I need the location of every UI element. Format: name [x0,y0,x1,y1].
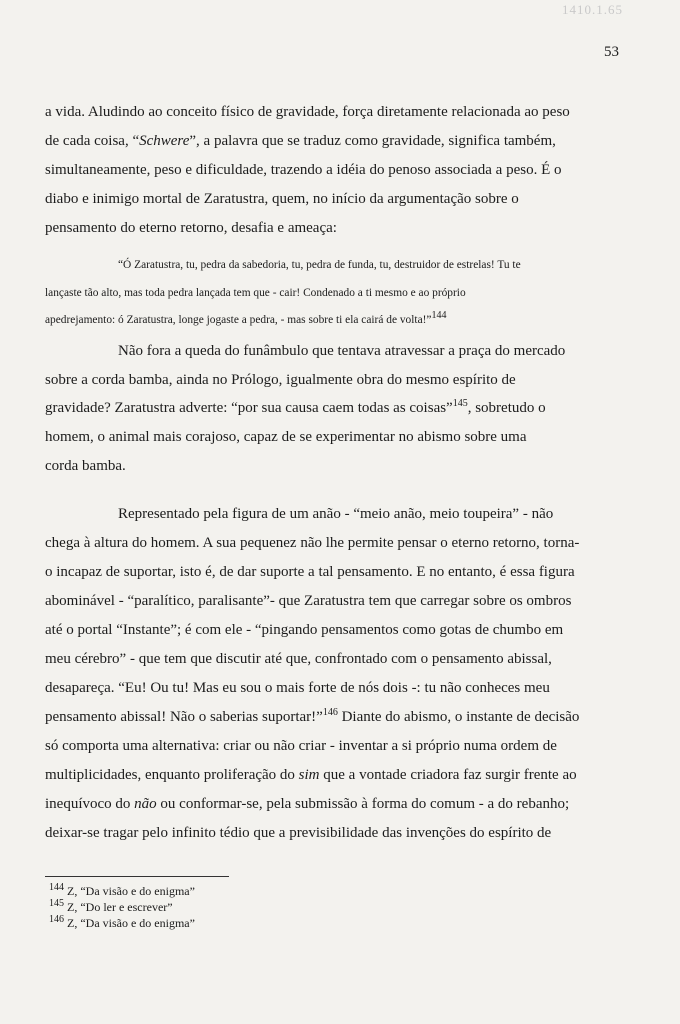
text-span: gravidade? Zaratustra adverte: “por sua causa caem todas as coisas” [45,400,453,416]
body-line: o incapaz de suportar, isto é, de dar suporte a tal pensamento. E no entanto, é essa figura [45,564,575,580]
text-span: apedrejamento: ó Zaratustra, longe jogaste a pedra, - mas sobre ti ela cairá de volta!” [45,314,432,326]
text-span: Diante do abismo, o instante de decisão [337,709,580,725]
quote-line: “Ó Zaratustra, tu, pedra da sabedoria, tu, pedra de funda, tu, destruidor de estrelas! Tu te [118,259,521,271]
text-span: pensamento abissal! Não o saberias suportar!” [45,709,323,725]
text-span: ou conformar-se, pela submissão à forma do comum - a do rebanho; [156,796,570,812]
body-line [45,709,579,726]
body-line: chega à altura do homem. A sua pequenez não lhe permite pensar o eterno retorno, torna- [45,535,580,551]
footnote-number: 146 [49,914,64,925]
text-span: de cada coisa, “ [45,133,140,149]
body-line: diabo e inimigo mortal de Zaratustra, quem, no início da argumentação sobre o [45,191,519,207]
body-line: deixar-se tragar pelo infinito tédio que a previsibilidade das invenções do espírito de [45,825,552,841]
footnote [49,884,195,899]
footnote-rule [45,876,229,877]
body-line: desapareça. “Eu! Ou tu! Mas eu sou o mais forte de nós dois -: tu não conheces meu [45,680,550,696]
footnote-text: Z, “Do ler e escrever” [67,900,173,914]
footnote [49,900,173,915]
footnote-number: 145 [49,898,64,909]
body-line: até o portal “Instante”; é com ele - “pingando pensamentos como gotas de chumbo em [45,622,564,638]
text-span: que a vontade criadora faz surgir frente ao [319,767,577,783]
body-line: homem, o animal mais corajoso, capaz de se experimentar no abismo sobre uma [45,429,527,445]
emphasis-schwere: Schwere [139,133,190,149]
body-line: abominável - “paralítico, paralisante”- que Zaratustra tem que carregar sobre os ombros [45,593,572,609]
body-line: Representado pela figura de um anão - “meio anão, meio toupeira” - não [118,506,554,522]
body-line [45,767,577,784]
footnote-ref: 144 [431,310,447,322]
body-line: meu cérebro” - que tem que discutir até que, confrontado com o pensamento abissal, [45,651,552,667]
body-line [45,400,546,417]
text-span: inequívoco do [45,796,135,812]
scan-mark: 1410.1.65 [562,2,623,17]
quote-line: lançaste tão alto, mas toda pedra lançada tem que - cair! Condenado a ti mesmo e ao próprio [45,287,466,299]
body-line [45,796,569,813]
page-number: 53 [604,44,619,60]
body-line: a vida. Aludindo ao conceito físico de gravidade, força diretamente relacionada ao peso [45,104,570,120]
body-line: pensamento do eterno retorno, desafia e ameaça: [45,220,337,236]
emphasis-sim: sim [298,767,320,783]
footnote-ref: 145 [452,398,468,409]
body-line [45,133,556,150]
footnote-ref: 146 [322,707,338,718]
footnote-text: Z, “Da visão e do enigma” [67,884,195,898]
emphasis-nao: não [134,796,157,812]
body-line: só comporta uma alternativa: criar ou não criar - inventar a si próprio numa ordem de [45,738,557,754]
text-span: multiplicidades, enquanto proliferação do [45,767,299,783]
footnote-number: 144 [49,882,64,893]
body-line: Não fora a queda do funâmbulo que tentava atravessar a praça do mercado [118,343,566,359]
body-line: corda bamba. [45,458,126,474]
text-span: ”, a palavra que se traduz como gravidade, significa também, [189,133,556,149]
text-span: , sobretudo o [467,400,546,416]
body-line: simultaneamente, peso e dificuldade, trazendo a idéia do penoso associada a peso. É o [45,162,562,178]
footnote-text: Z, “Da visão e do enigma” [67,916,195,930]
body-line: sobre a corda bamba, ainda no Prólogo, igualmente obra do mesmo espírito de [45,372,516,388]
footnote [49,916,195,931]
quote-line [45,310,447,326]
